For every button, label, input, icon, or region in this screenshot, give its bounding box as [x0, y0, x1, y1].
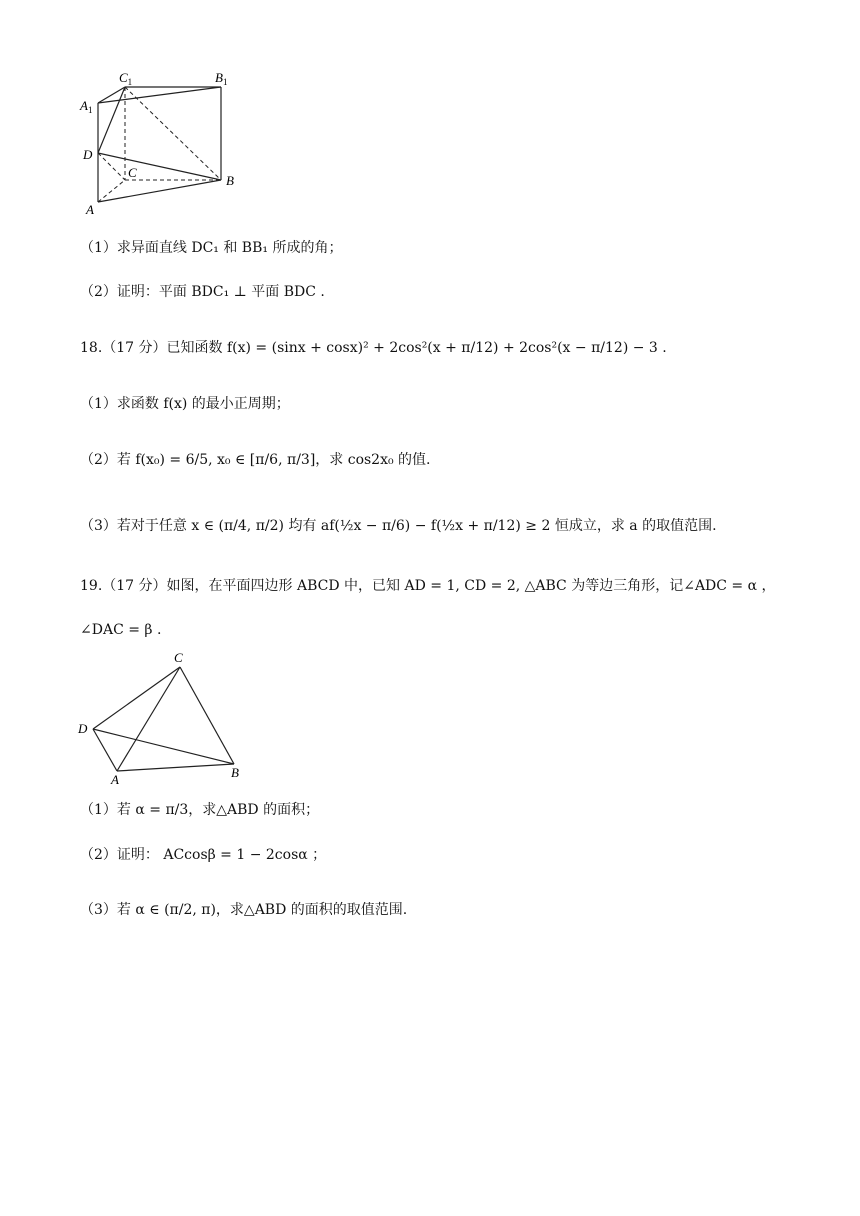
fig2-label-d: D [78, 721, 88, 736]
label-b1: $B_1$ [215, 70, 228, 87]
q19-part1: （1）若 α = π/3，求△ABD 的面积； [80, 802, 320, 818]
fig2-label-b: B [231, 765, 239, 780]
q17-part2: （2）证明：平面 BDC₁ ⊥ 平面 BDC . [80, 284, 325, 300]
label-a1: $A_1$ [80, 98, 93, 115]
label-c1: $C_1$ [119, 70, 133, 87]
q19-stem-line1: 19.（17 分）如图，在平面四边形 ABCD 中，已知 AD = 1, CD = 2, △ABC 为等边三角形，记∠ADC = α ， [80, 578, 776, 594]
label-b: B [226, 173, 234, 188]
q18-stem: 18.（17 分）已知函数 f(x) = (sinx + cosx)² + 2cos²(x + π/12) + 2cos²(x − π/12) − 3 . [80, 340, 667, 356]
q19-part2: （2）证明： ACcosβ = 1 − 2cosα ； [80, 847, 327, 863]
q19-stem-line2: ∠DAC = β . [80, 622, 162, 638]
label-c: C [128, 165, 137, 180]
prism-figure [78, 70, 248, 220]
q18-part2: （2）若 f(x₀) = 6/5, x₀ ∈ [π/6, π/3]，求 cos2x₀ 的值. [80, 452, 431, 468]
q18-part1: （1）求函数 f(x) 的最小正周期； [80, 396, 290, 412]
quadrilateral-figure [76, 648, 256, 787]
q18-part3: （3）若对于任意 x ∈ (π/4, π/2) 均有 af(½x − π/6) − f(½x + π/12) ≥ 2 恒成立，求 a 的取值范围. [80, 518, 717, 534]
fig2-label-a: A [111, 772, 119, 787]
label-d: D [83, 147, 93, 162]
q19-part3: （3）若 α ∈ (π/2, π)，求△ABD 的面积的取值范围. [80, 902, 408, 918]
q17-part1: （1）求异面直线 DC₁ 和 BB₁ 所成的角； [80, 240, 343, 256]
label-a: A [86, 202, 94, 217]
fig2-label-c: C [174, 650, 183, 665]
